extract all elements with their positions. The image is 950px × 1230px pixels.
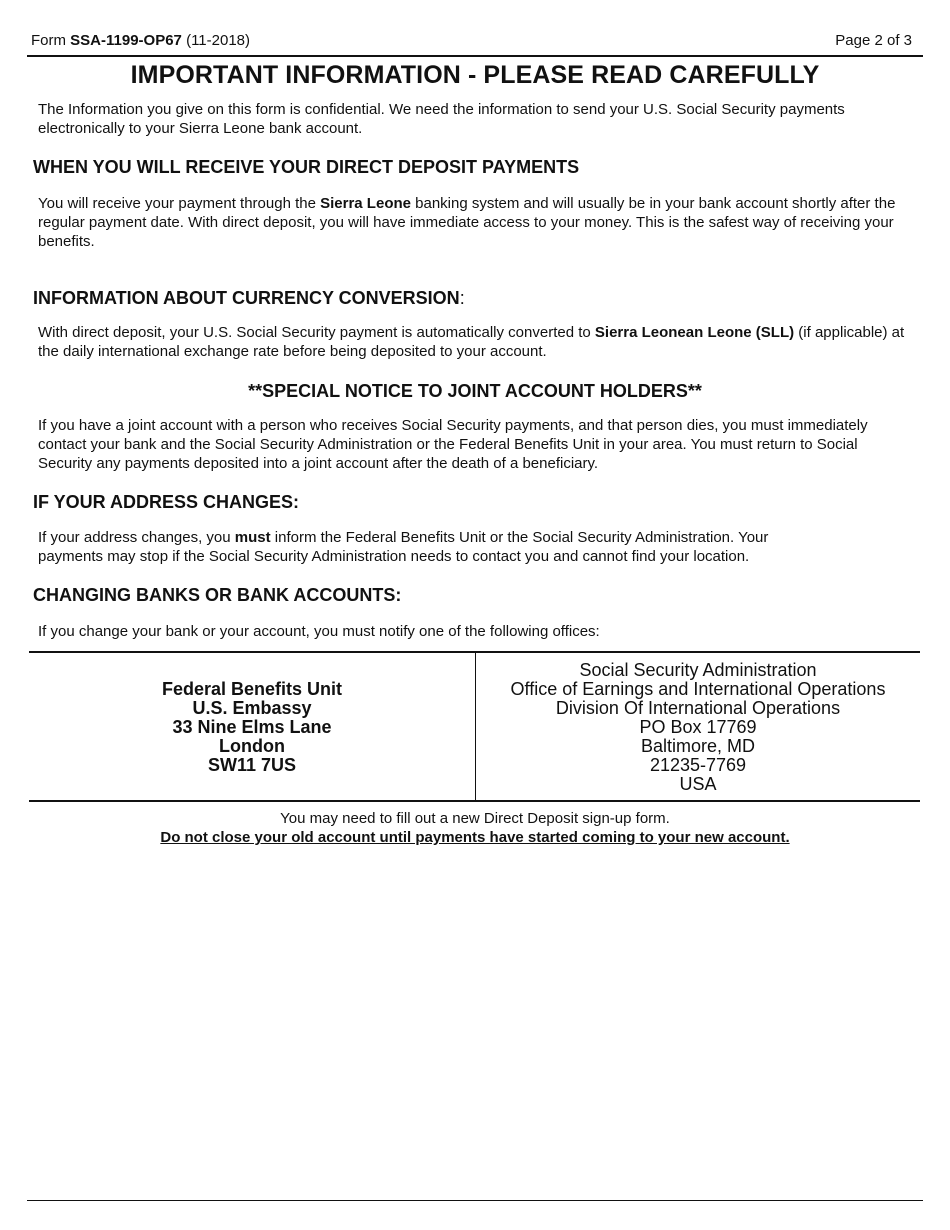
currency-paragraph: With direct deposit, your U.S. Social Security payment is automatically converted to Sierra Leonean Leone (SLL) (if applicable) at the daily international exchange rate before being deposited to your account.: [38, 324, 905, 360]
page-number: Page 2 of 3: [835, 32, 912, 49]
footer-rule: [27, 1200, 923, 1201]
address-line: Division Of International Operations: [555, 698, 841, 718]
offices-table: [29, 651, 920, 802]
federal-benefits-unit-address: [29, 680, 475, 775]
heading-currency-conversion: INFORMATION ABOUT CURRENCY CONVERSION:: [33, 288, 465, 308]
ssa-address: [476, 661, 920, 794]
form-id: Form SSA-1199-OP67 (11-2018): [31, 32, 250, 49]
form-number: SSA-1199-OP67: [70, 32, 182, 49]
banks-paragraph: If you change your bank or your account, you must notify one of the following offices:: [38, 623, 600, 640]
heading-address-changes: IF YOUR ADDRESS CHANGES:: [33, 492, 300, 512]
address-line: 33 Nine Elms Lane: [172, 717, 332, 737]
address-line: U.S. Embassy: [192, 698, 312, 718]
address-paragraph: If your address changes, you must inform the Federal Benefits Unit or the Social Security Administration. Your payments may stop if the Social Security Administration needs to contact you and cannot find your location.: [38, 529, 769, 565]
account-closing-warning: Do not close your old account until payments have started coming to your new account.: [160, 829, 790, 846]
receive-paragraph: You will receive your payment through the Sierra Leone banking system and will usually be in your bank account shortly after the regular payment date. With direct deposit, you will have immediate access to your money. This is the safest way of receiving your benefits.: [38, 195, 896, 250]
intro-paragraph: The Information you give on this form is confidential. We need the information to send your U.S. Social Security payments electronically to your Sierra Leone bank account.: [38, 101, 845, 137]
page-title: IMPORTANT INFORMATION - PLEASE READ CAREFULLY: [130, 61, 820, 89]
address-line: PO Box 17769: [639, 717, 757, 737]
heading-changing-banks: CHANGING BANKS OR BANK ACCOUNTS:: [33, 585, 402, 605]
address-line: Social Security Administration: [579, 660, 817, 680]
heading-joint-account: **SPECIAL NOTICE TO JOINT ACCOUNT HOLDERS**: [248, 381, 702, 401]
address-line: Baltimore, MD: [640, 736, 756, 756]
joint-paragraph: If you have a joint account with a person who receives Social Security payments, and that person dies, you must immediately contact your bank and the Social Security Administration or the Federal Benefits Unit in your area. You must return to Social Security any payments deposited into a joint account after the death of a beneficiary.: [38, 417, 868, 472]
signup-form-note: You may need to fill out a new Direct Deposit sign-up form.: [280, 810, 670, 827]
address-line: SW11 7US: [207, 755, 297, 775]
address-line: Office of Earnings and International Operations: [510, 679, 886, 699]
heading-receive-payments: WHEN YOU WILL RECEIVE YOUR DIRECT DEPOSIT PAYMENTS: [33, 157, 580, 177]
address-line: 21235-7769: [649, 755, 747, 775]
header-rule: [27, 55, 923, 57]
address-line: London: [219, 736, 285, 756]
address-line: USA: [679, 774, 717, 794]
address-line: Federal Benefits Unit: [161, 679, 343, 699]
